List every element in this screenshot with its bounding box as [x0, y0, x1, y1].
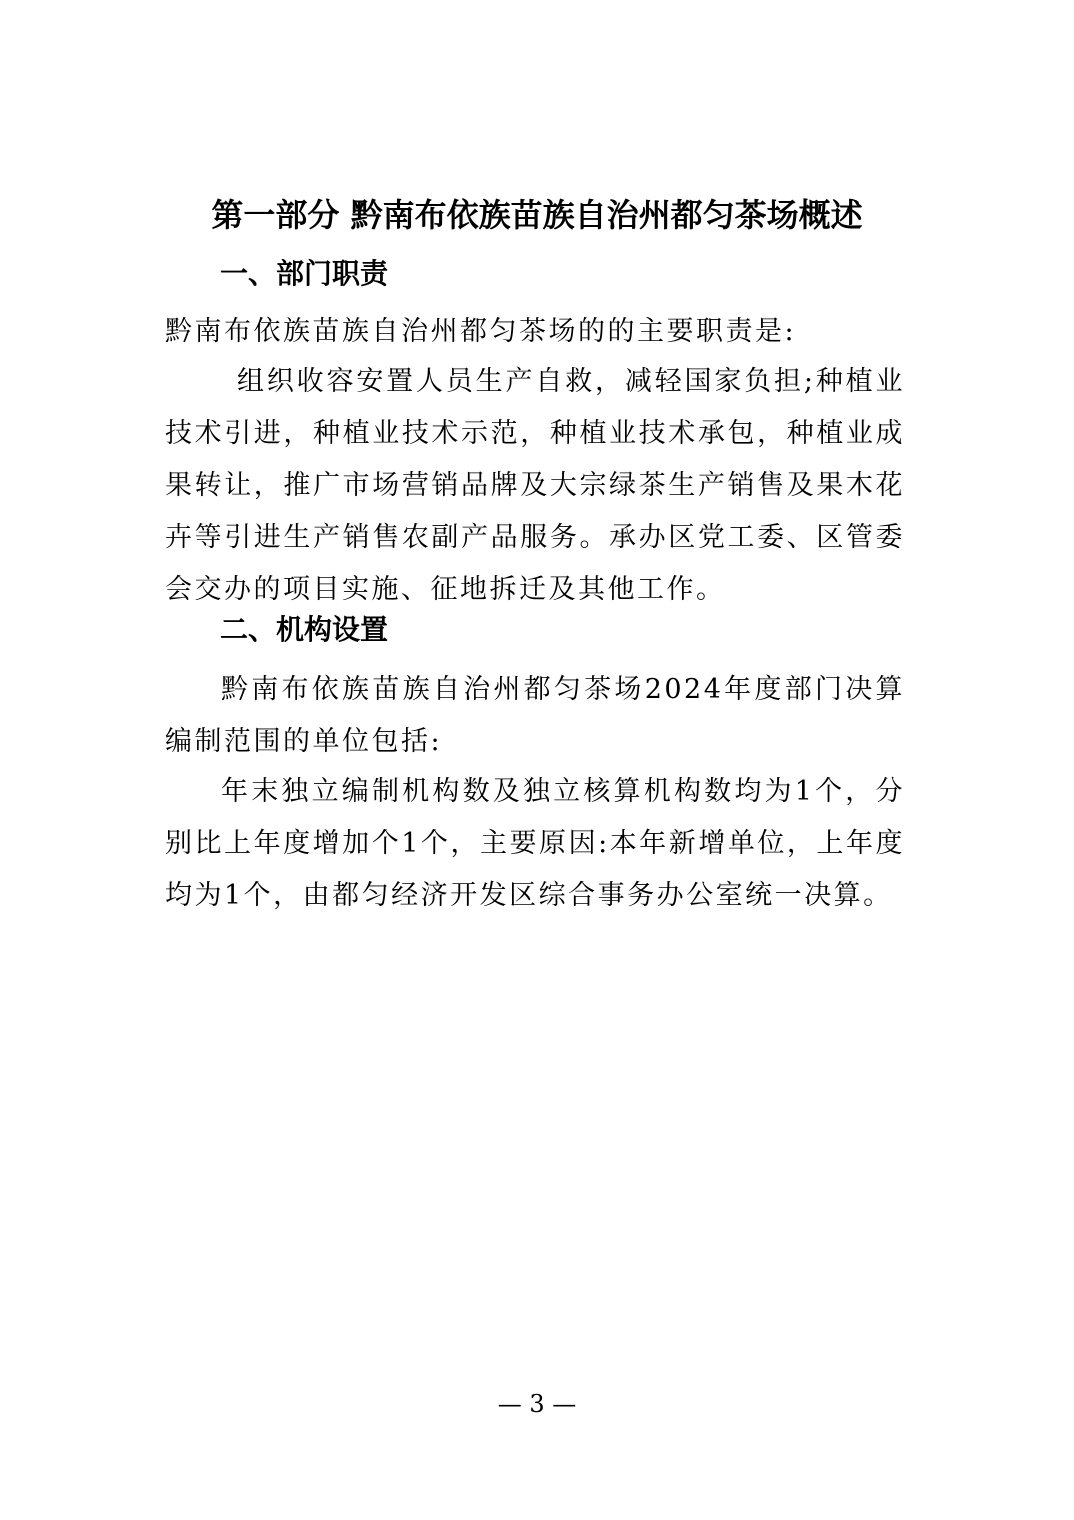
document-title: 第一部分 黔南布依族苗族自治州都匀茶场概述 — [211, 196, 863, 234]
duties-body: 组织收容安置人员生产自救，减轻国家负担;种植业技术引进，种植业技术示范，种植业技术承包，种植业成果转让，推广市场营销品牌及大宗绿茶生产销售及果木花卉等引进生产销售农副产品服务。承办区党工委、区管委会交办的项目实施、征地拆迁及其他工作。 — [165, 366, 905, 605]
duties-intro: 黔南布依族苗族自治州都匀茶场的的主要职责是: — [165, 316, 797, 347]
page-number: — 3 — — [497, 1390, 577, 1418]
organization-scope-paragraph: 黔南布依族苗族自治州都匀茶场2024年度部门决算编制范围的单位包括: — [165, 674, 905, 757]
section-heading-organization: 二、机构设置 — [220, 613, 389, 646]
section-heading-duties: 一、部门职责 — [220, 257, 389, 290]
organization-count-paragraph: 年末独立编制机构数及独立核算机构数均为1个，分别比上年度增加个1个，主要原因:本年新增单位，上年度均为1个，由都匀经济开发区综合事务办公室统一决算。 — [165, 776, 905, 911]
